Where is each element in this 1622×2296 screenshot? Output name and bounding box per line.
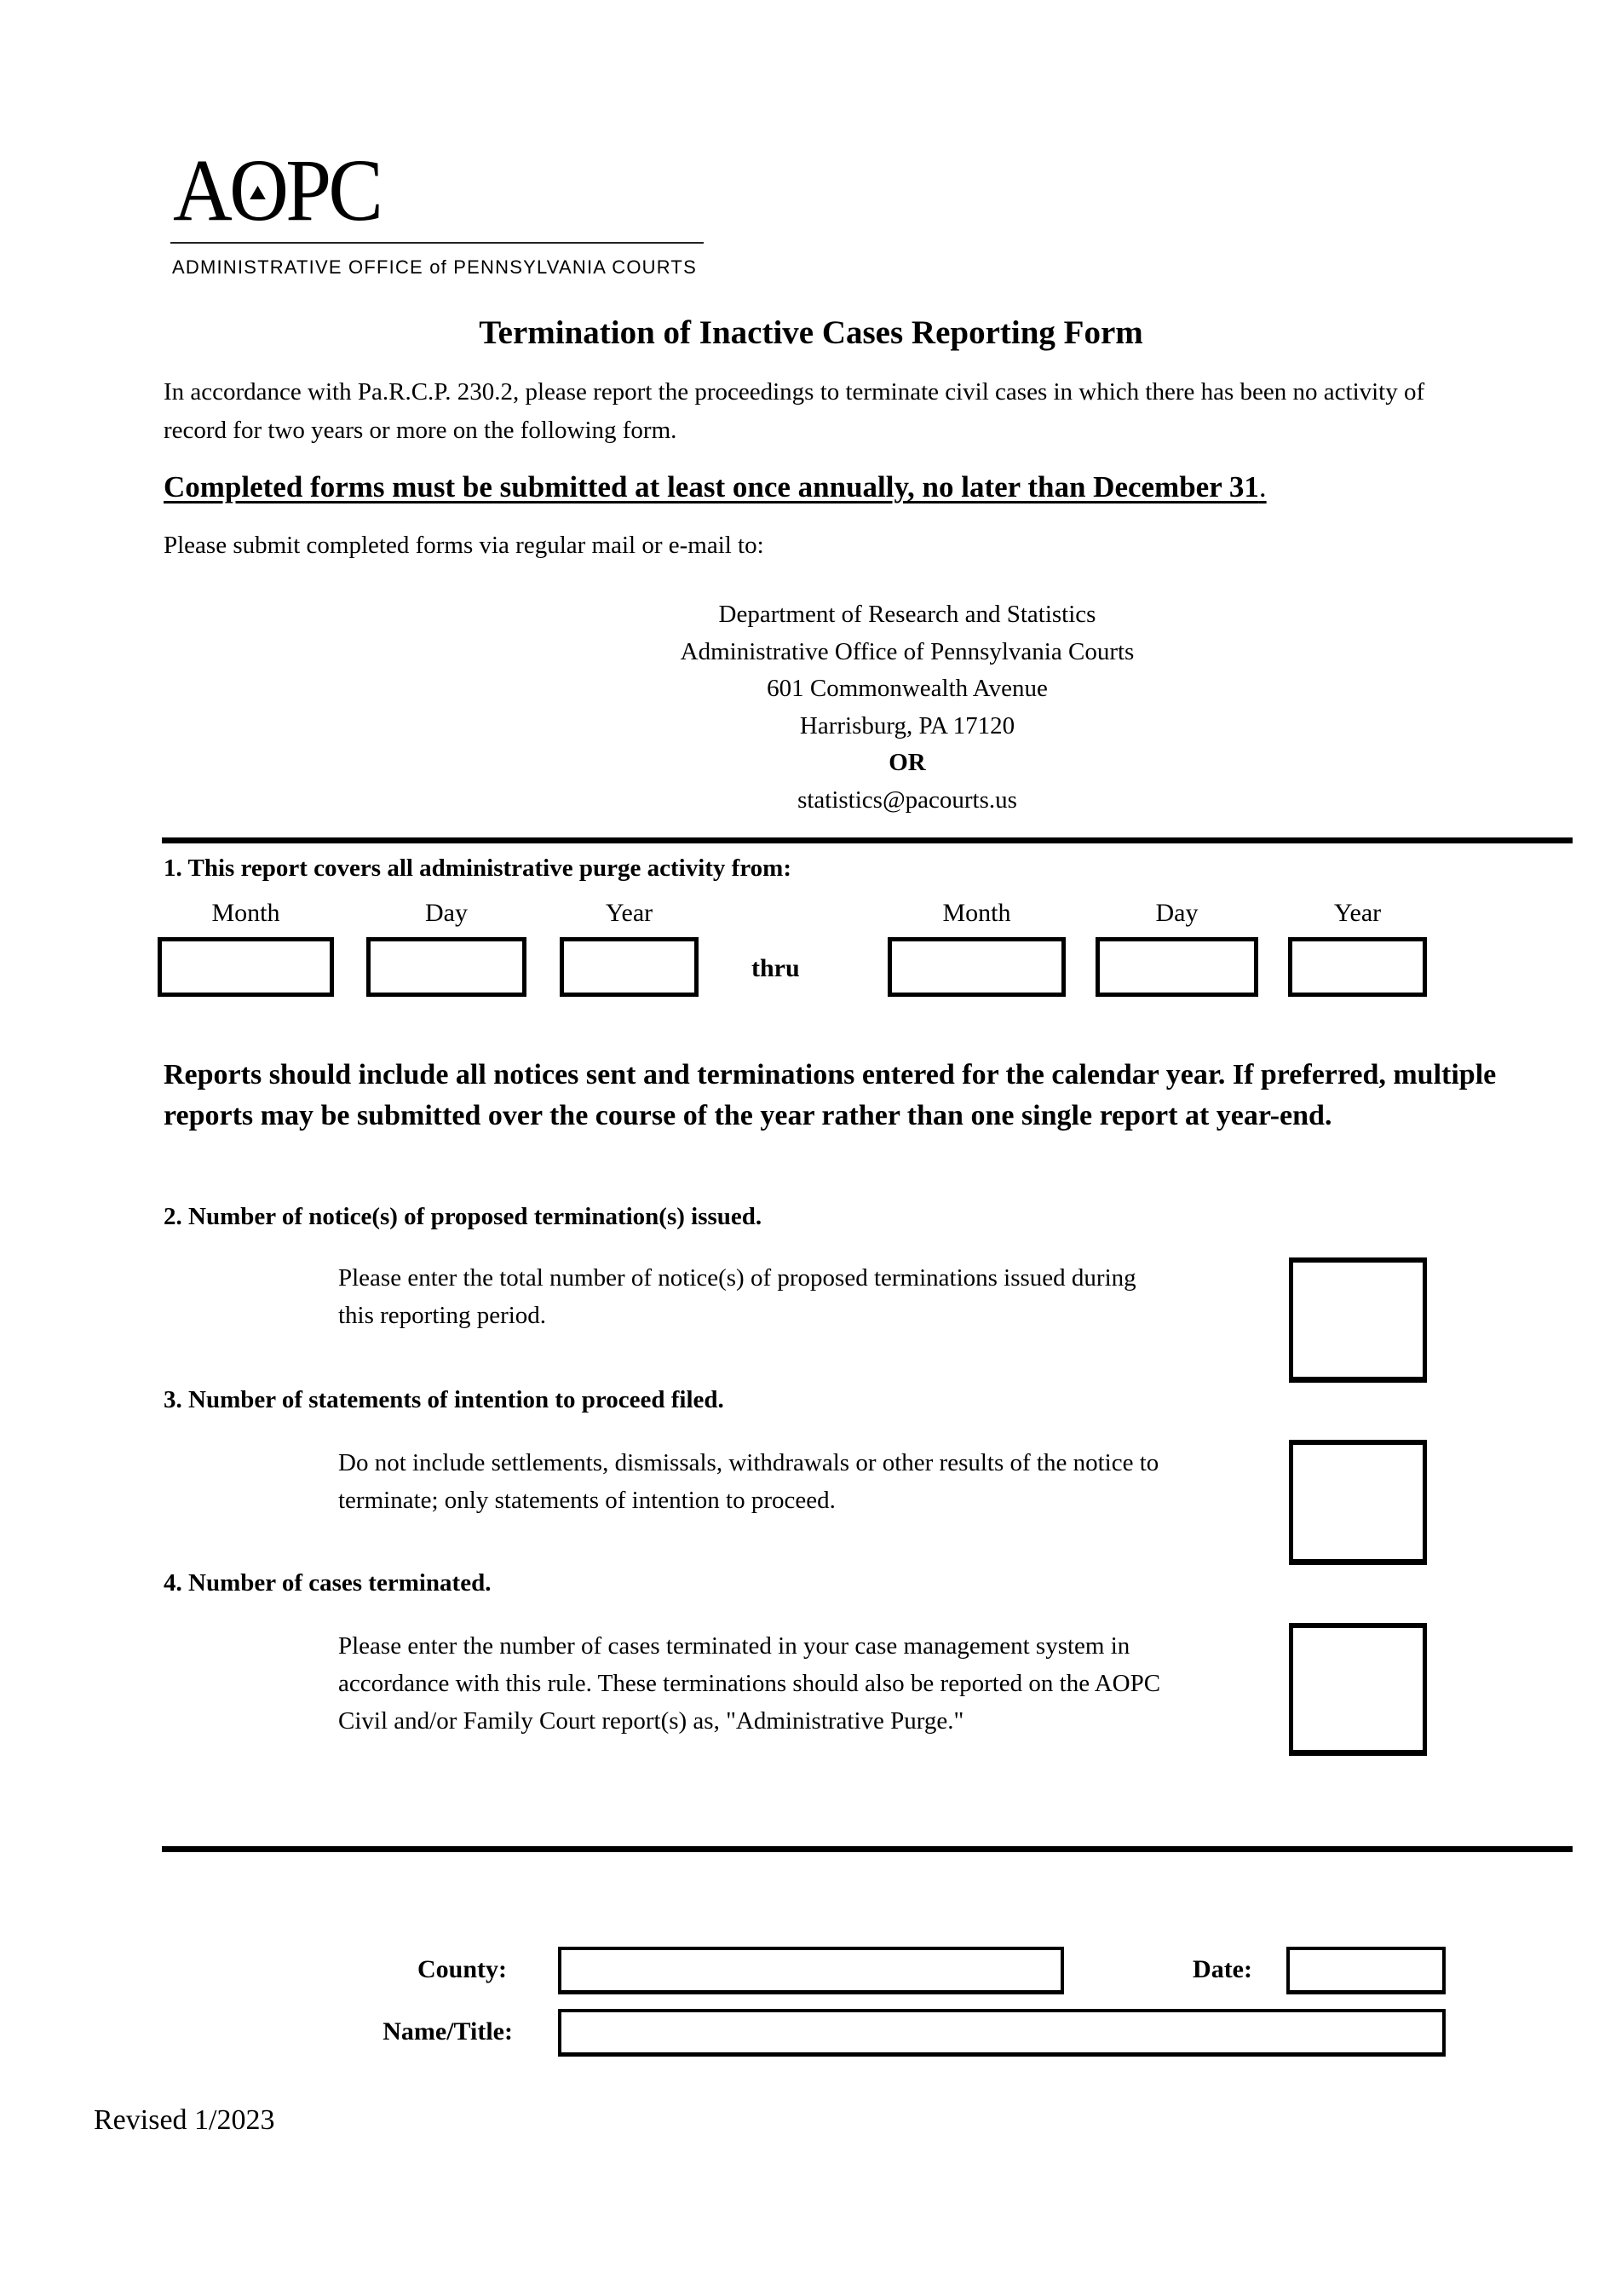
- revision-date: Revised 1/2023: [94, 2104, 275, 2136]
- name-title-input[interactable]: [558, 2009, 1446, 2057]
- q2-description-line-1: Please enter the total number of notice(s) of proposed terminations issued during: [338, 1264, 1136, 1292]
- q4-description-line-3: Civil and/or Family Court report(s) as, "Administrative Purge.": [338, 1707, 964, 1735]
- q2-description-line-2: this reporting period.: [338, 1302, 547, 1329]
- county-label: County:: [417, 1955, 507, 1983]
- q3-heading: 3. Number of statements of intention to proceed filed.: [164, 1386, 724, 1413]
- from-day-input[interactable]: [366, 937, 526, 997]
- logo-letter-a: A: [173, 141, 230, 239]
- date-input[interactable]: [1286, 1947, 1446, 1994]
- reports-note-line-1: Reports should include all notices sent and terminations entered for the calendar year. If preferred, multiple: [164, 1059, 1497, 1090]
- intro-line-1: In accordance with Pa.R.C.P. 230.2, please report the proceedings to terminate civil cases in which there has been no activity of: [164, 378, 1425, 406]
- intro-line-2: record for two years or more on the following form.: [164, 417, 677, 444]
- date-label: Date:: [1193, 1955, 1252, 1983]
- deadline-notice: Completed forms must be submitted at least once annually, no later than December 31.: [164, 470, 1267, 504]
- logo-letter-o: O: [229, 141, 286, 239]
- q3-statements-count-input[interactable]: [1289, 1440, 1427, 1565]
- q1-heading: 1. This report covers all administrative purge activity from:: [164, 855, 791, 882]
- thru-label: thru: [751, 954, 800, 982]
- to-month-label: Month: [942, 899, 1011, 927]
- to-year-label: Year: [1333, 899, 1382, 927]
- from-month-input[interactable]: [158, 937, 334, 997]
- address-street: 601 Commonwealth Avenue: [767, 675, 1048, 702]
- address-email[interactable]: statistics@pacourts.us: [797, 785, 1017, 814]
- triangle-icon: [250, 186, 266, 199]
- q2-notices-count-input[interactable]: [1289, 1257, 1427, 1383]
- aopc-logo: [173, 141, 381, 239]
- from-year-label: Year: [605, 899, 653, 927]
- address-office: Administrative Office of Pennsylvania Courts: [680, 637, 1135, 665]
- q2-heading: 2. Number of notice(s) of proposed termination(s) issued.: [164, 1203, 762, 1230]
- address-department: Department of Research and Statistics: [718, 601, 1096, 628]
- submit-instruction: Please submit completed forms via regular mail or e-mail to:: [164, 532, 764, 559]
- to-month-input[interactable]: [888, 937, 1066, 997]
- q4-cases-terminated-input[interactable]: [1289, 1623, 1427, 1756]
- q4-heading: 4. Number of cases terminated.: [164, 1569, 492, 1597]
- q3-description-line-2: terminate; only statements of intention to proceed.: [338, 1487, 836, 1514]
- to-year-input[interactable]: [1288, 937, 1427, 997]
- form-title: Termination of Inactive Cases Reporting Form: [479, 314, 1143, 351]
- reports-note-line-2: reports may be submitted over the course of the year rather than one single report at year-end.: [164, 1100, 1332, 1131]
- section-divider-top: [162, 837, 1573, 843]
- name-title-label: Name/Title:: [382, 2017, 513, 2046]
- county-input[interactable]: [558, 1947, 1064, 1994]
- logo-letters-pc: PC: [285, 141, 381, 239]
- section-divider-bottom: [162, 1846, 1573, 1852]
- from-month-label: Month: [211, 899, 280, 927]
- mailing-address: [0, 596, 1622, 819]
- q3-description-line-1: Do not include settlements, dismissals, withdrawals or other results of the notice to: [338, 1449, 1159, 1476]
- q4-description-line-2: accordance with this rule. These terminations should also be reported on the AOPC: [338, 1670, 1161, 1697]
- address-or: OR: [889, 749, 926, 776]
- intro-paragraph: [164, 373, 1578, 450]
- logo-divider: [170, 242, 704, 244]
- q2-description: [338, 1259, 1267, 1334]
- from-day-label: Day: [425, 899, 468, 927]
- address-city: Harrisburg, PA 17120: [799, 711, 1015, 739]
- reports-note: [164, 1055, 1595, 1136]
- q4-description: [338, 1627, 1267, 1740]
- q4-description-line-1: Please enter the number of cases terminated in your case management system in: [338, 1632, 1130, 1660]
- from-year-input[interactable]: [560, 937, 699, 997]
- q3-description: [338, 1444, 1267, 1519]
- to-day-input[interactable]: [1096, 937, 1258, 997]
- logo-subtitle: ADMINISTRATIVE OFFICE of PENNSYLVANIA COURTS: [172, 256, 697, 278]
- to-day-label: Day: [1155, 899, 1199, 927]
